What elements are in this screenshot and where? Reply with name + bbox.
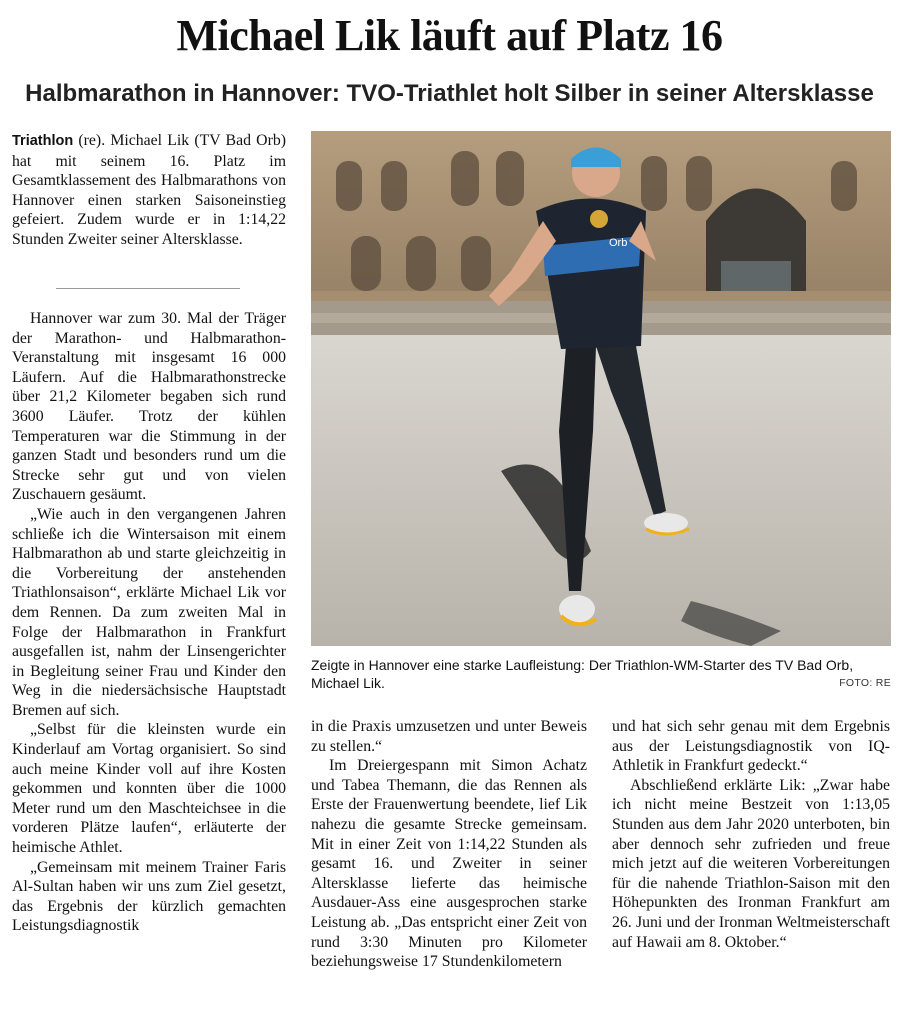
photo-illustration <box>311 131 891 646</box>
lead-paragraph <box>12 131 286 250</box>
paragraph: und hat sich sehr genau mit dem Ergebnis aus der Leistungsdiagnostik von IQ-Athletik in Frankfurt gedeckt.“ <box>612 718 890 775</box>
paragraph: Abschließend erklärte Lik: „Zwar habe ich nicht meine Bestzeit von 1:13,05 Stunden aus dem Jahr 2020 unterboten, bin aber dennoch sehr zufrieden und freue mich jetzt auf die weiteren Vorbereitungen für die nahende Triathlon-Saison mit den Höhepunkten des Ironman Frankfurt am 26. Juni und der Ironman Weltmeisterschaft auf Hawaii am 8. Oktober.“ <box>612 776 890 951</box>
photo-caption: Zeigte in Hannover eine starke Laufleistung: Der Triathlon-WM-Starter des TV Bad Orb, Michael Lik. <box>311 657 854 691</box>
paragraph: „Gemeinsam mit meinem Trainer Faris Al-Sultan haben wir uns zum Ziel gesetzt, das Ergebnis der kürzlich gemachten Leistungsdiagnostik <box>12 858 286 935</box>
photo-credit: FOTO: RE <box>839 677 891 689</box>
paragraph: Im Dreiergespann mit Simon Achatz und Tabea Themann, die das Rennen als Erste der Frauenwertung beendete, lief Lik nahezu die gesamte Strecke gemeinsam. Mit in einer Zeit von 1:14,22 Stunden als gesamt 16. und Zweiter in seiner Altersklasse lieferte das heimische Ausdauer-Ass eine ausgesprochen starke Leistung ab. „Das entspricht einer Zeit von rund 3:30 Minuten pro Kilometer beziehungsweise 17 Stundenkilometern <box>311 757 587 971</box>
lead-text: (re). Michael Lik (TV Bad Orb) hat mit seinem 16. Platz im Gesamtklassement des Halbmarathons von Hannover einen starken Saisoneinstieg gefeiert. Zudem wurde er in 1:14,22 Stunden Zweiter seiner Altersklasse. <box>12 132 286 248</box>
subheadline: Halbmarathon in Hannover: TVO-Triathlet holt Silber in seiner Altersklasse <box>25 80 874 107</box>
kicker: Triathlon <box>12 133 74 149</box>
runner-photo <box>311 131 891 646</box>
paragraph: Hannover war zum 30. Mal der Träger der Marathon- und Halbmarathon-Veranstaltung mit insgesamt 16 000 Läufern. Auf die Halbmarathonstrecke über 21,2 Kilometer begaben sich rund 3600 Läufer. Trotz der kühlen Temperaturen war die Stimmung in der ganzen Stadt und besonders rund um die Strecke sehr gut und von vielen Zuschauern gesäumt. <box>12 310 286 504</box>
lead-divider <box>56 288 240 289</box>
headline: Michael Lik läuft auf Platz 16 <box>176 11 723 60</box>
shirt-text: Orb <box>609 237 628 249</box>
column-1 <box>12 309 286 936</box>
paragraph: „Selbst für die kleinsten wurde ein Kinderlauf am Vortag organisiert. So sind auch meine Kinder voll auf ihre Kosten gekommen und konnten über die 1000 Meter rund um den Maschteichsee in die vorderen Plätze laufen“, erläuterte der heimische Athlet. <box>12 721 286 857</box>
column-3 <box>612 717 890 952</box>
paragraph: in die Praxis umzusetzen und unter Beweis zu stellen.“ <box>311 718 587 755</box>
paragraph: „Wie auch in den vergangenen Jahren schließe ich die Wintersaison mit einem Halbmarathon ab und starte gleichzeitig in die Vorbereitung der anstehenden Triathlonsaison“, erklärte Michael Lik vor dem Rennen. Da zum zweiten Mal in Folge der Halbmarathon in Frankfurt ausgefallen ist, nahm der Linsengerichter in Begleitung seiner Frau und Kinder den Weg in die niedersächsische Hauptstadt Bremen auf sich. <box>12 505 286 719</box>
column-2 <box>311 717 587 972</box>
